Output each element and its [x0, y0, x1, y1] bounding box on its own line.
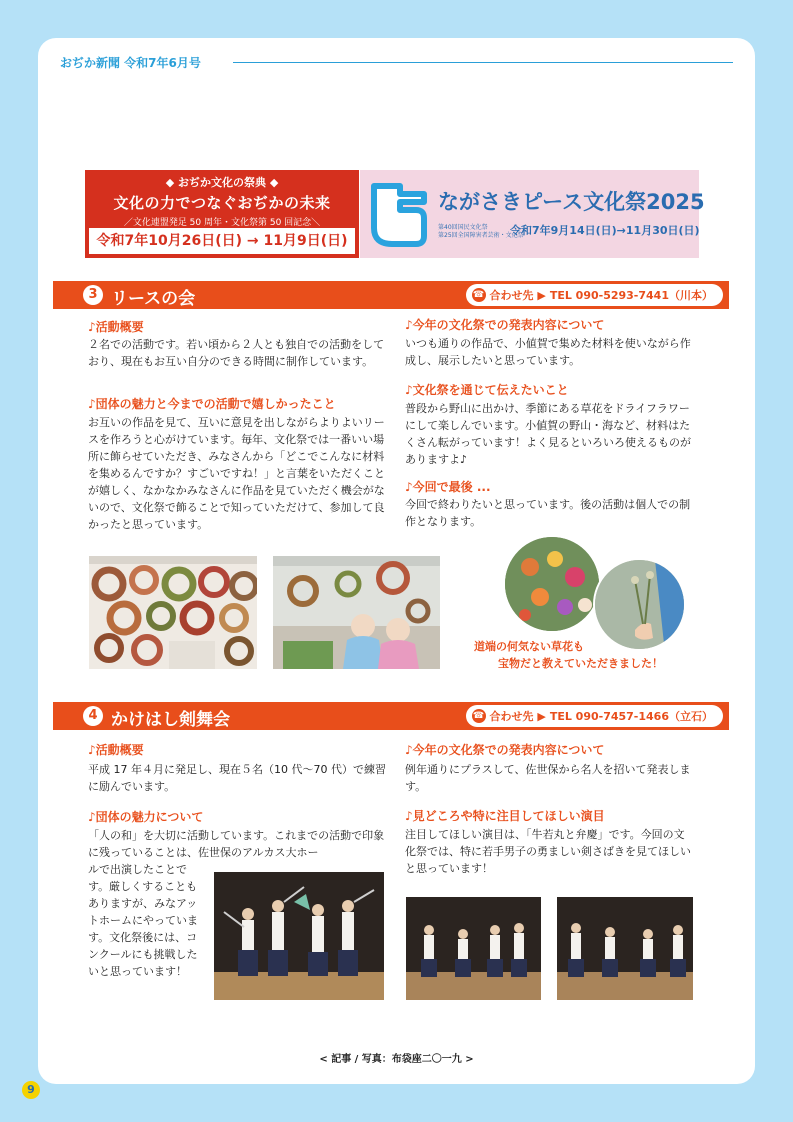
heading-appeal: ♪団体の魅力について: [88, 810, 204, 824]
section-number: 4: [83, 706, 103, 726]
photo-members: [273, 556, 440, 669]
section-title: リースの会: [111, 289, 196, 309]
section-header-wreath: [53, 281, 729, 309]
contact-number: TEL 090-5293-7441（川本）: [549, 289, 713, 302]
banner-dates: 令和7年10月26日(日) → 11月9日(日): [89, 228, 355, 254]
section-title: かけはし剣舞会: [111, 710, 230, 730]
heading-highlight: ♪見どころや特に注目してほしい演目: [405, 809, 605, 823]
newsletter-header: おぢか新聞 令和7年6月号: [60, 56, 201, 70]
peace-festival-banner: [360, 170, 705, 258]
heading-message: ♪文化祭を通じて伝えたいこと: [405, 383, 569, 397]
banner-subtitle: ◆ おぢか文化の祭典 ◆: [165, 176, 279, 189]
contact-label: 合わせ先 ▶: [489, 289, 546, 302]
text-presentation: いつも通りの作品で、小値賀で集めた材料を使いながら作成し、展示したいと思っています。: [405, 337, 691, 367]
text-presentation: 例年通りにプラスして、佐世保から名人を招いて発表します。: [405, 763, 691, 793]
section-number: 3: [83, 285, 103, 305]
contact-pill: [466, 284, 723, 306]
plant-in-hand-image: [595, 560, 686, 651]
header-rule: [233, 62, 733, 63]
flowers-image: [505, 537, 601, 633]
heading-appeal: ♪団体の魅力と今までの活動で嬉しかったこと: [88, 397, 336, 411]
text-appeal-top: 「人の和」を大切に活動しています。これまでの活動で印象に残っていることは、佐世保のアルカス大ホー: [88, 829, 385, 859]
peace-festival-dates: 令和7年9月14日(日)→11月30日(日): [510, 224, 700, 237]
caption-line1: 道端の何気ない草花も: [474, 640, 584, 653]
text-message: 普段から野山に出かけ、季節にある草花をドライフラワーにして楽しんでいます。小値賀の野山・海など、材料はたくさん転がっています！よく見るといろいろ使えるものがありますよ♪: [405, 402, 691, 466]
members-image: [273, 556, 440, 669]
heading-presentation: ♪今年の文化祭での発表内容について: [405, 318, 605, 332]
article-credit: < 記事 / 写真：布袋座二〇一九 >: [319, 1054, 474, 1065]
heading-last: ♪今回で最後 ...: [405, 480, 491, 494]
text-activity: 平成 17 年４月に発足し、現在５名（10 代〜70 代）で練習に励んでいます。: [88, 763, 386, 793]
photo-sword-dance-3: [557, 897, 693, 1000]
photo-sword-dance-1: [214, 872, 384, 1000]
photo-wreath-display: [89, 556, 257, 669]
contact-number: TEL 090-7457-1466（立石）: [549, 710, 713, 723]
sword-dance-image: [557, 897, 693, 1000]
banner-title: 文化の力でつなぐおぢかの未来: [113, 194, 331, 212]
photo-sword-dance-2: [406, 897, 541, 1000]
banner-note: ／文化連盟発足 50 周年・文化祭第 50 回記念＼: [123, 218, 321, 228]
peace-festival-title: ながさきピース文化祭2025: [438, 190, 705, 214]
section-header-sword-dance: [53, 702, 729, 730]
peace-hand-logo: [366, 178, 432, 250]
phone-icon: ☎: [472, 290, 485, 300]
text-activity: ２名での活動です。若い頃から２人とも独自での活動をしており、現在もお互い自分のできる時間に制作しています。: [88, 338, 385, 368]
heading-presentation: ♪今年の文化祭での発表内容について: [405, 743, 605, 757]
caption-line2: 宝物だと教えていただきました！: [498, 657, 663, 670]
sword-dance-image: [214, 872, 384, 1000]
text-highlight: 注目してほしい演目は、「牛若丸と弁慶」です。今回の文化祭では、特に若手男子の勇ましい剣さばきを見てほしいと思っています！: [405, 828, 691, 875]
sword-dance-image: [406, 897, 541, 1000]
ogika-festival-banner: [85, 170, 359, 258]
text-appeal-rest: ルで出演したことです。厳しくすることもありますが、みなアットホームにやっています。文化祭後には、コンクールにも挑戦したいと思っています！: [88, 863, 198, 978]
photo-flowers-circle: [503, 535, 601, 633]
page-number: 9: [22, 1081, 40, 1099]
contact-label: 合わせ先 ▶: [489, 710, 546, 723]
wreath-display-image: [89, 556, 257, 669]
phone-icon: ☎: [472, 711, 485, 721]
text-appeal: お互いの作品を見て、互いに意見を出しながらよりよいリースを作ろうと心がけています。毎年、文化祭では一番いい場所に飾らせていただき、みなさんから「どこでこんなに材料を集めるんですか？すごいですね！」と言葉をいただくことが嬉しく、なかなかみなさんに作品を見ていただく機会がないので、文化祭で飾ることで知っていただけて、参加して良かったと思っています。: [88, 416, 385, 531]
peace-festival-note: 第40回国民文化祭 第25回全国障害者芸術・文化祭: [438, 224, 524, 239]
text-last: 今回で終わりたいと思っています。後の活動は個人での制作となります。: [405, 498, 691, 528]
heading-activity: ♪活動概要: [88, 743, 144, 757]
contact-pill: [466, 705, 723, 727]
heading-activity: ♪活動概要: [88, 320, 144, 334]
photo-plant-circle: [593, 558, 686, 651]
